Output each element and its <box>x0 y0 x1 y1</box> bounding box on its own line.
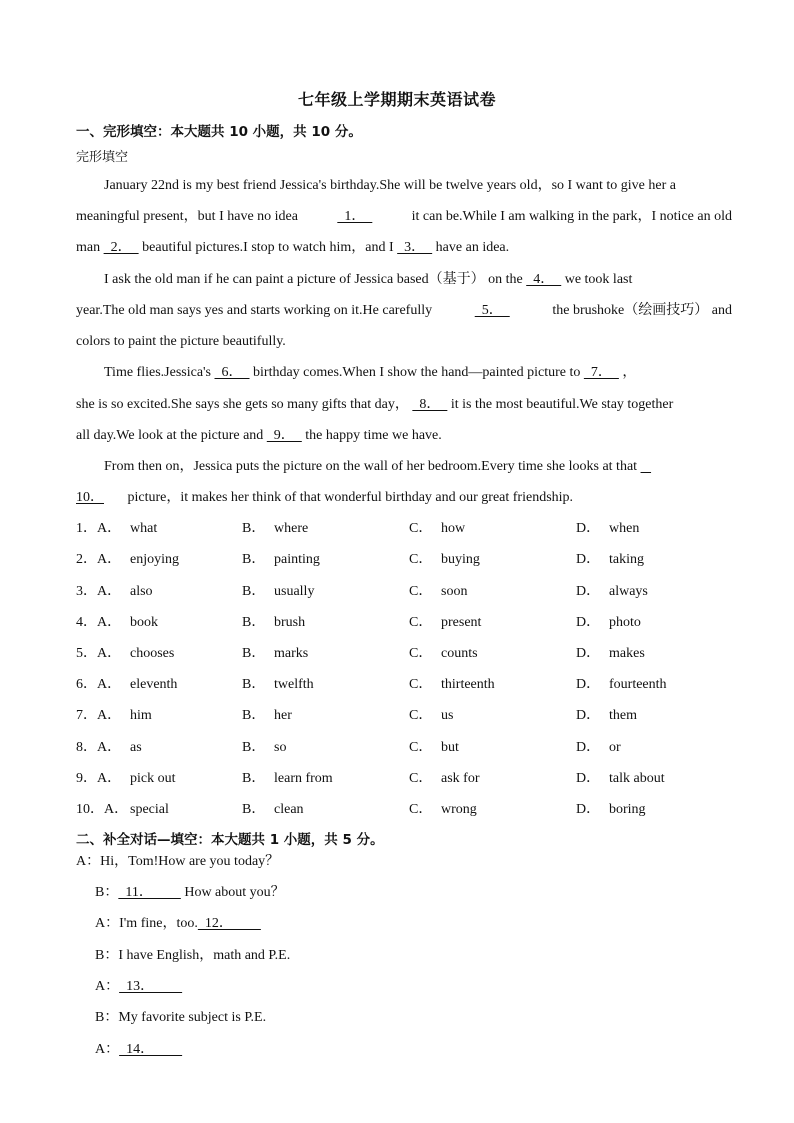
speaker-label: B： <box>95 948 119 963</box>
option-d[interactable]: makes <box>609 646 645 661</box>
passage-line-6: colors to paint the picture beautifully. <box>76 334 286 349</box>
passage-line-2: meaningful present，but I have no idea 1． it can be.While I am walking in the park，I notice an old <box>76 209 732 224</box>
blank-4[interactable]: 4． <box>526 272 562 287</box>
option-c-label: C． <box>409 521 433 536</box>
passage-line-7: Time flies.Jessica's 6． birthday comes.When I show the hand—painted picture to 7． ， <box>104 365 637 380</box>
speaker-label: A： <box>95 979 120 994</box>
option-c-label: C． <box>409 584 433 599</box>
option-d[interactable]: or <box>609 740 621 755</box>
option-c[interactable]: but <box>441 740 459 755</box>
speaker-label: A： <box>95 916 120 931</box>
option-b-label: B． <box>242 615 266 630</box>
option-b-label: B． <box>242 646 266 661</box>
option-d[interactable]: photo <box>609 615 641 630</box>
option-b-label: B． <box>242 740 266 755</box>
option-d[interactable]: taking <box>609 552 644 567</box>
dialog-line <box>95 1009 266 1027</box>
option-b[interactable]: where <box>274 521 309 536</box>
option-d-label: D． <box>576 677 601 692</box>
option-d-label: D． <box>576 802 601 817</box>
option-d-label: D． <box>576 740 601 755</box>
option-a[interactable]: as <box>130 740 142 755</box>
option-a[interactable]: pick out <box>130 771 176 786</box>
option-c[interactable]: present <box>441 615 482 630</box>
option-a[interactable]: him <box>130 708 152 723</box>
option-c[interactable]: wrong <box>441 802 477 817</box>
question-number: 8．A． <box>76 740 122 755</box>
option-b-label: B． <box>242 771 266 786</box>
option-d[interactable]: fourteenth <box>609 677 667 692</box>
option-b[interactable]: brush <box>274 615 306 630</box>
option-a[interactable]: enjoying <box>130 552 179 567</box>
question-row <box>76 801 736 819</box>
section1-heading: 一、完形填空：本大题共 10 小题，共 10 分。 <box>76 124 362 140</box>
dialog-blank[interactable]: 12． <box>197 916 261 931</box>
option-c-label: C． <box>409 615 433 630</box>
passage-line-4: I ask the old man if he can paint a picture of Jessica based（基于） on the 4． we took last <box>104 272 633 287</box>
blank-2[interactable]: 2． <box>103 240 139 255</box>
dialog-line <box>95 884 285 902</box>
blank-10-start[interactable] <box>641 458 652 476</box>
dialog-line <box>95 947 290 965</box>
option-d-label: D． <box>576 646 601 661</box>
option-c-label: C． <box>409 740 433 755</box>
question-row <box>76 645 736 663</box>
section1-subheading: 完形填空 <box>76 150 129 165</box>
option-c[interactable]: thirteenth <box>441 677 495 692</box>
option-a[interactable]: eleventh <box>130 677 178 692</box>
option-b-label: B． <box>242 552 266 567</box>
blank-1[interactable]: 1． <box>337 209 373 224</box>
speaker-label: A： <box>76 854 101 869</box>
option-a[interactable]: special <box>130 802 169 817</box>
option-b[interactable]: usually <box>274 584 315 599</box>
option-d-label: D． <box>576 584 601 599</box>
option-b[interactable]: clean <box>274 802 304 817</box>
option-d-label: D． <box>576 708 601 723</box>
question-row <box>76 614 736 632</box>
speaker-label: A： <box>95 1042 120 1057</box>
question-row <box>76 583 736 601</box>
option-c-label: C． <box>409 646 433 661</box>
question-number: 5．A． <box>76 646 122 661</box>
option-c-label: C． <box>409 708 433 723</box>
option-a[interactable]: what <box>130 521 158 536</box>
option-d[interactable]: always <box>609 584 648 599</box>
option-b[interactable]: learn from <box>274 771 333 786</box>
dialog-line <box>95 915 261 933</box>
question-number: 1．A． <box>76 521 122 536</box>
question-number: 3．A． <box>76 584 122 599</box>
blank-7[interactable]: 7． <box>583 365 619 380</box>
option-b-label: B． <box>242 677 266 692</box>
dialog-text: I'm fine，too. <box>119 916 198 931</box>
blank-5[interactable]: 5． <box>474 303 510 318</box>
blank-10[interactable]: 10． <box>76 490 104 505</box>
option-b-label: B． <box>242 708 266 723</box>
dialog-text: Hi，Tom!How are you today？ <box>100 854 280 869</box>
dialog-line <box>76 853 279 871</box>
passage-line-5: year.The old man says yes and starts working on it.He carefully 5． the brushoke（绘画技巧） and <box>76 303 732 318</box>
option-d[interactable]: talk about <box>609 771 665 786</box>
question-row <box>76 551 736 569</box>
option-b[interactable]: painting <box>274 552 320 567</box>
dialog-text: I have English，math and P.E. <box>118 948 291 963</box>
blank-3[interactable]: 3． <box>397 240 433 255</box>
option-b-label: B． <box>242 802 266 817</box>
option-b-label: B． <box>242 521 266 536</box>
question-number: 6．A． <box>76 677 122 692</box>
option-c-label: C． <box>409 802 433 817</box>
question-number: 7．A． <box>76 708 122 723</box>
option-c[interactable]: us <box>441 708 454 723</box>
question-row <box>76 676 736 694</box>
question-number: 4．A． <box>76 615 122 630</box>
section2-heading: 二、补全对话—填空：本大题共 1 小题，共 5 分。 <box>76 832 384 848</box>
page-title: 七年级上学期期末英语试卷 <box>297 90 496 109</box>
passage-line-10: From then on，Jessica puts the picture on the wall of her bedroom.Every time she looks at that <box>104 458 732 476</box>
option-d-label: D． <box>576 771 601 786</box>
option-b[interactable]: her <box>274 708 292 723</box>
option-d-label: D． <box>576 552 601 567</box>
option-d[interactable]: them <box>609 708 637 723</box>
option-b-label: B． <box>242 584 266 599</box>
dialog-blank[interactable]: 11． <box>118 885 181 900</box>
option-c[interactable]: counts <box>441 646 478 661</box>
option-c[interactable]: buying <box>441 552 480 567</box>
option-b[interactable]: marks <box>274 646 309 661</box>
option-b[interactable]: twelfth <box>274 677 314 692</box>
option-c-label: C． <box>409 552 433 567</box>
option-d-label: D． <box>576 615 601 630</box>
question-number: 2．A． <box>76 552 122 567</box>
option-a[interactable]: chooses <box>130 646 175 661</box>
option-d[interactable]: when <box>609 521 640 536</box>
option-d-label: D． <box>576 521 601 536</box>
dialog-blank[interactable]: 14． <box>119 1042 183 1057</box>
passage-line-8: she is so excited.She says she gets so many gifts that day， 8． it is the most beautiful.We stay together <box>76 397 674 412</box>
passage-line-1: January 22nd is my best friend Jessica's birthday.She will be twelve years old，so I want to give her a <box>104 178 676 193</box>
dialog-line <box>95 1041 182 1059</box>
question-row <box>76 707 736 725</box>
dialog-line <box>95 978 182 996</box>
option-b[interactable]: so <box>274 740 287 755</box>
dialog-blank[interactable]: 13． <box>119 979 183 994</box>
question-row <box>76 770 736 788</box>
option-c-label: C． <box>409 677 433 692</box>
passage-line-9: all day.We look at the picture and 9． the happy time we have. <box>76 428 442 443</box>
question-row <box>76 739 736 757</box>
option-a[interactable]: also <box>130 584 153 599</box>
question-number: 10．A． <box>76 802 129 817</box>
option-a[interactable]: book <box>130 615 158 630</box>
passage-line-3: man 2． beautiful pictures.I stop to watch him，and I 3． have an idea. <box>76 240 510 255</box>
blank-9[interactable]: 9． <box>266 428 302 443</box>
blank-6[interactable]: 6． <box>214 365 250 380</box>
option-c[interactable]: soon <box>441 584 468 599</box>
blank-8[interactable]: 8． <box>412 397 448 412</box>
option-c-label: C． <box>409 771 433 786</box>
dialog-text: My favorite subject is P.E. <box>118 1010 267 1025</box>
speaker-label: B： <box>95 1010 119 1025</box>
option-c[interactable]: ask for <box>441 771 480 786</box>
passage-line-11: 10． picture，it makes her think of that wonderful birthday and our great friendship. <box>76 490 574 505</box>
option-d[interactable]: boring <box>609 802 646 817</box>
dialog-text: How about you？ <box>180 885 285 900</box>
option-c[interactable]: how <box>441 521 466 536</box>
question-row <box>76 520 736 538</box>
question-number: 9．A． <box>76 771 122 786</box>
speaker-label: B： <box>95 885 119 900</box>
